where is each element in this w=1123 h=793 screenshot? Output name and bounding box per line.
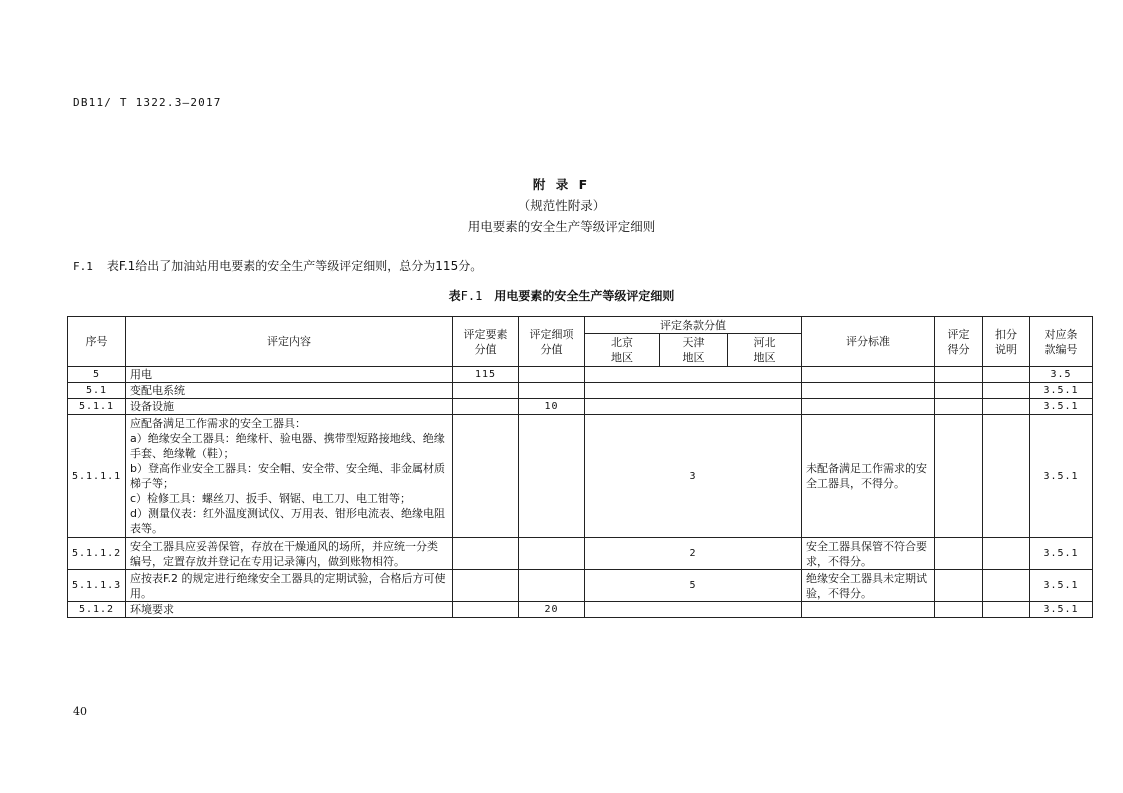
row-clause-ref: 3.5.1 <box>1030 570 1093 602</box>
row-element-score <box>453 570 519 602</box>
row-content: 变配电系统 <box>126 383 453 399</box>
row-clause-score: 3 <box>585 415 802 538</box>
table-row <box>68 399 1093 415</box>
row-seq: 5.1.1.2 <box>68 538 126 570</box>
table-row <box>68 538 1093 570</box>
row-criteria <box>802 399 935 415</box>
row-item-score <box>519 415 585 538</box>
col-header-eval-score: 评定 得分 <box>935 317 983 367</box>
table-caption-title: 用电要素的安全生产等级评定细则 <box>494 289 675 303</box>
row-clause-ref: 3.5.1 <box>1030 383 1093 399</box>
row-criteria: 未配备满足工作需求的安全工器具，不得分。 <box>802 415 935 538</box>
row-eval-score <box>935 570 983 602</box>
col-header-item-score: 评定细项 分值 <box>519 317 585 367</box>
table-row <box>68 367 1093 383</box>
row-clause-ref: 3.5.1 <box>1030 399 1093 415</box>
row-criteria <box>802 602 935 618</box>
row-criteria: 绝缘安全工器具未定期试验，不得分。 <box>802 570 935 602</box>
evaluation-table <box>67 316 1093 618</box>
table-row <box>68 383 1093 399</box>
row-seq: 5.1.1 <box>68 399 126 415</box>
row-element-score <box>453 383 519 399</box>
col-header-beijing: 北京 地区 <box>585 334 660 367</box>
row-eval-score <box>935 415 983 538</box>
col-header-content: 评定内容 <box>126 317 453 367</box>
row-deduction <box>983 383 1030 399</box>
appendix-name: 用电要素的安全生产等级评定细则 <box>467 219 656 234</box>
table-row <box>68 570 1093 602</box>
table-caption-number: F.1 <box>460 289 483 303</box>
appendix-title: 附 录 F <box>532 177 591 192</box>
table-row <box>68 415 1093 538</box>
col-header-deduction: 扣分 说明 <box>983 317 1030 367</box>
row-item-score <box>519 570 585 602</box>
row-clause-ref: 3.5.1 <box>1030 415 1093 538</box>
page-number: 40 <box>73 705 87 718</box>
row-seq: 5.1.1.3 <box>68 570 126 602</box>
intro-number: F.1 <box>73 260 93 273</box>
row-criteria: 安全工器具保管不符合要求，不得分。 <box>802 538 935 570</box>
row-eval-score <box>935 602 983 618</box>
row-seq: 5.1.1.1 <box>68 415 126 538</box>
intro-text: 表F.1给出了加油站用电要素的安全生产等级评定细则，总分为115分。 <box>106 259 483 273</box>
row-content: 用电 <box>126 367 453 383</box>
row-clause-score <box>585 399 802 415</box>
row-clause-score: 2 <box>585 538 802 570</box>
document-code: DB11/ T 1322.3—2017 <box>73 96 222 109</box>
row-deduction <box>983 602 1030 618</box>
row-eval-score <box>935 383 983 399</box>
intro-paragraph <box>73 257 482 274</box>
row-element-score <box>453 415 519 538</box>
table-caption <box>0 287 1123 304</box>
col-header-tianjin: 天津 地区 <box>660 334 728 367</box>
col-header-clause-ref: 对应条 款编号 <box>1030 317 1093 367</box>
row-criteria <box>802 383 935 399</box>
row-item-score <box>519 538 585 570</box>
row-eval-score <box>935 367 983 383</box>
row-seq: 5.1.2 <box>68 602 126 618</box>
table-row <box>68 602 1093 618</box>
col-header-seq: 序号 <box>68 317 126 367</box>
col-header-clause-score: 评定条款分值 <box>585 317 802 334</box>
row-deduction <box>983 367 1030 383</box>
row-deduction <box>983 399 1030 415</box>
row-eval-score <box>935 399 983 415</box>
row-deduction <box>983 538 1030 570</box>
row-eval-score <box>935 538 983 570</box>
row-clause-ref: 3.5.1 <box>1030 602 1093 618</box>
table-caption-prefix: 表 <box>448 289 461 303</box>
table-body <box>68 367 1093 618</box>
row-clause-ref: 3.5.1 <box>1030 538 1093 570</box>
row-criteria <box>802 367 935 383</box>
row-element-score <box>453 399 519 415</box>
row-clause-score: 5 <box>585 570 802 602</box>
row-element-score: 115 <box>453 367 519 383</box>
row-clause-score <box>585 602 802 618</box>
row-content: 应按表F.2 的规定进行绝缘安全工器具的定期试验，合格后方可使用。 <box>126 570 453 602</box>
row-seq: 5 <box>68 367 126 383</box>
col-header-hebei: 河北 地区 <box>728 334 802 367</box>
row-item-score: 20 <box>519 602 585 618</box>
row-item-score <box>519 367 585 383</box>
row-clause-ref: 3.5 <box>1030 367 1093 383</box>
row-item-score <box>519 383 585 399</box>
row-content: 设备设施 <box>126 399 453 415</box>
row-deduction <box>983 570 1030 602</box>
appendix-subtitle: （规范性附录） <box>517 198 606 213</box>
row-content: 环境要求 <box>126 602 453 618</box>
row-deduction <box>983 415 1030 538</box>
row-content: 安全工器具应妥善保管，存放在干燥通风的场所，并应统一分类编号，定置存放并登记在专用记录簿内，做到账物相符。 <box>126 538 453 570</box>
row-item-score: 10 <box>519 399 585 415</box>
row-seq: 5.1 <box>68 383 126 399</box>
table-header <box>68 317 1093 367</box>
row-element-score <box>453 602 519 618</box>
row-clause-score <box>585 367 802 383</box>
col-header-element-score: 评定要素 分值 <box>453 317 519 367</box>
row-content: 应配备满足工作需求的安全工器具： a）绝缘安全工器具：绝缘杆、验电器、携带型短路接地线、绝缘手套、绝缘靴（鞋）； b）登高作业安全工器具：安全帽、安全带、安全绳、非金属材质梯子等； c）检修工具：螺丝刀、扳手、钢锯、电工刀、电工钳等； d）测量仪表：红外温度测试仪、万用表、钳形电流表、绝缘电阻表等。 <box>126 415 453 538</box>
row-element-score <box>453 538 519 570</box>
col-header-criteria: 评分标准 <box>802 317 935 367</box>
row-clause-score <box>585 383 802 399</box>
